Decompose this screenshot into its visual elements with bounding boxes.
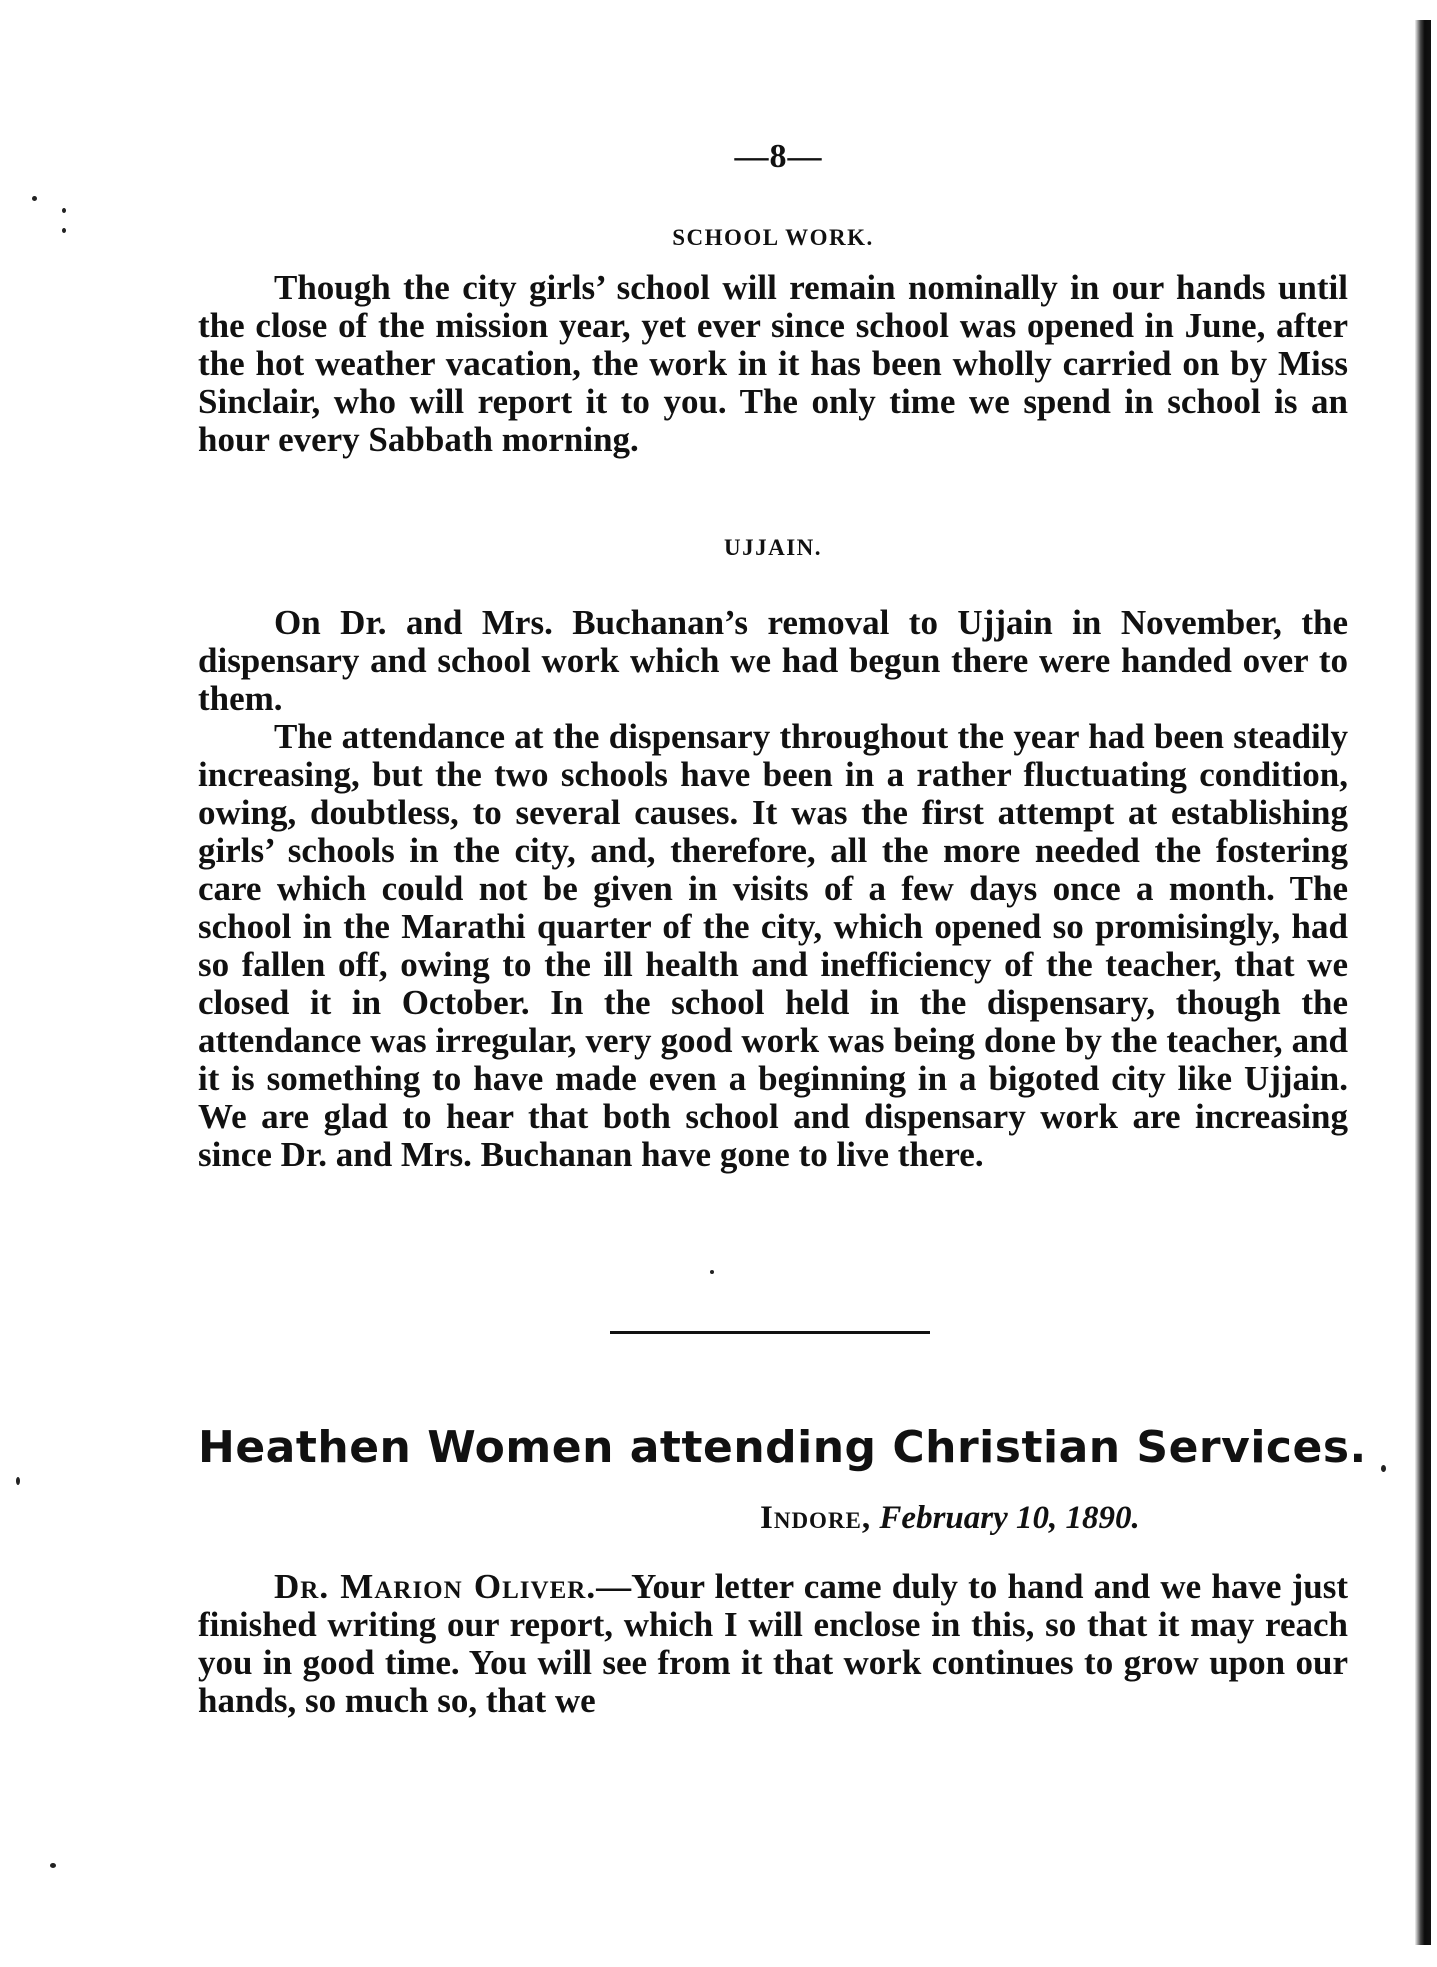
paragraph: The attendance at the dispensary throughout the year had been steadily increasing, but the two schools have been in a rather fluctuating condition, owing, doubtless, to several causes. It was the first attempt at establishing girls’ schools in the city, and, therefore, all the more needed the fostering care which could not be given in visits of a few days once a month. The school in the Marathi quarter of the city, which opened so promisingly, had so fallen off, owing to the ill health and inefficiency of the teacher, that we closed it in October. In the school held in the dispensary, though the attendance was irregular, very good work was being done by the teacher, and it is something to have made even a beginning in a bigoted city like Ujjain. We are glad to hear that both school and dispensary work are increasing since Dr. and Mrs. Buchanan have gone to live there. <box>198 717 1348 1174</box>
paragraph: Though the city girls’ school will remain nominally in our hands until the close of the mission year, yet ever since school was opened in June, after the hot weather vacation, the work in it has been wholly carried on by Miss Sinclair, who will report it to you. The only time we spend in school is an hour every Sabbath morning. <box>198 268 1348 459</box>
paragraph: On Dr. and Mrs. Buchanan’s removal to Ujjain in November, the dispensary and school work which we had begun there were handed over to them. <box>198 603 1348 718</box>
letter-body <box>198 1568 1348 1720</box>
letter-text: —Your letter came duly to hand and we have just finished writing our report, which I will enclose in this, so that it may reach you in good time. You will see from it that work continues to grow upon our hands, so much so, that we <box>198 1567 1348 1720</box>
article-title: Heathen Women attending Christian Services. <box>198 1422 1367 1473</box>
scan-edge-shadow <box>1415 20 1431 1945</box>
scan-speck <box>16 1477 20 1485</box>
letter-paragraph <box>198 1568 1348 1720</box>
scan-speck <box>62 228 66 233</box>
section-school-work <box>198 225 1348 459</box>
dateline-date: February 10, 1890. <box>879 1500 1140 1536</box>
section-divider <box>610 1331 930 1334</box>
section-ujjain <box>198 535 1348 1174</box>
scan-speck <box>1381 1465 1386 1472</box>
section-heading: UJJAIN. <box>723 535 823 560</box>
scan-speck <box>32 196 37 201</box>
dateline <box>760 1500 1140 1537</box>
scan-speck <box>710 1270 714 1274</box>
dateline-place: Indore, <box>760 1500 872 1536</box>
page-number: —8— <box>734 138 823 175</box>
scan-speck <box>62 208 66 213</box>
section-heading: SCHOOL WORK. <box>672 225 874 250</box>
letter-author: Dr. Marion Oliver. <box>274 1567 597 1606</box>
scan-speck <box>50 1863 56 1868</box>
